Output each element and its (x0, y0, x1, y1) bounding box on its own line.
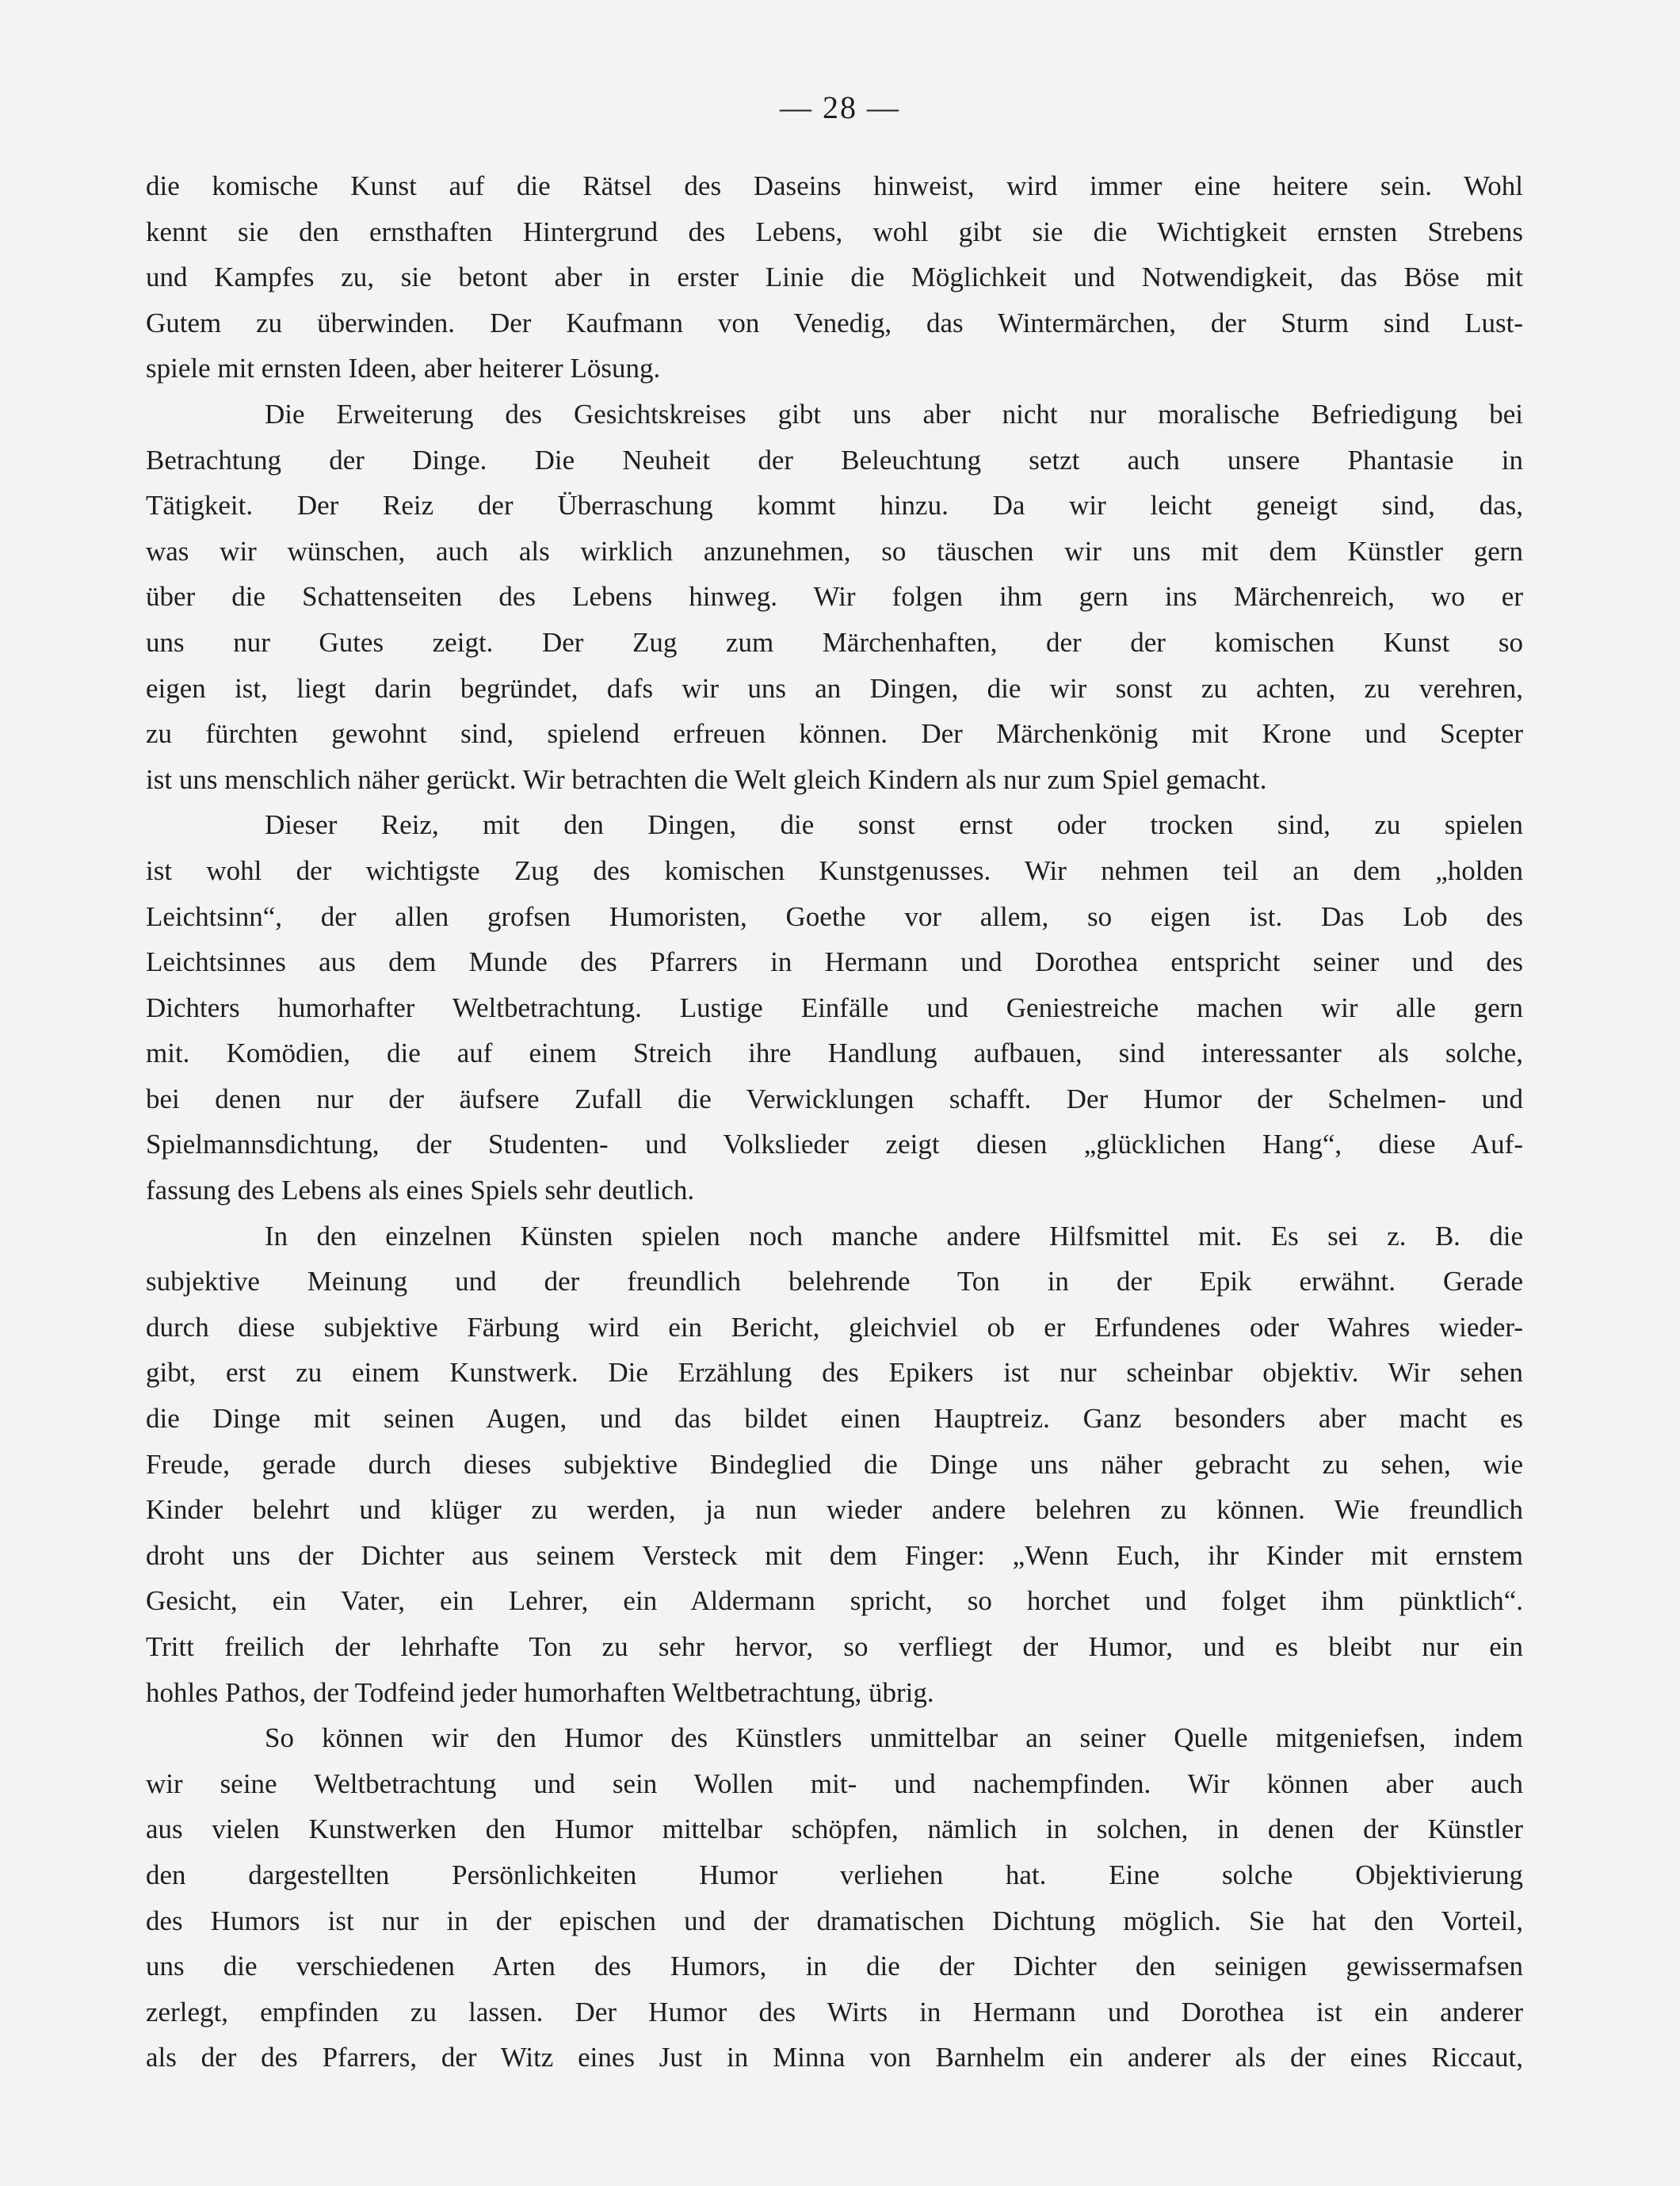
text-line: durch diese subjektive Färbung wird ein Bericht, gleichviel ob er Erfundenes oder Wahres wieder- (146, 1311, 1523, 1343)
text-line: Freude, gerade durch dieses subjektive Bindeglied die Dinge uns näher gebracht zu sehen, wie (146, 1448, 1523, 1480)
text-line: Die Erweiterung des Gesichtskreises gibt uns aber nicht nur moralische Befriedigung bei (265, 398, 1523, 430)
text-line: Betrachtung der Dinge. Die Neuheit der Beleuchtung setzt auch unsere Phantasie in (146, 444, 1523, 476)
text-line: mit. Komödien, die auf einem Streich ihre Handlung aufbauen, sind interessanter als solche, (146, 1038, 1523, 1069)
text-line: subjektive Meinung und der freundlich belehrende Ton in der Epik erwähnt. Gerade (146, 1266, 1523, 1297)
text-line: Dieser Reiz, mit den Dingen, die sonst ernst oder trocken sind, zu spielen (265, 809, 1523, 841)
text-line: was wir wünschen, auch als wirklich anzunehmen, so täuschen wir uns mit dem Künstler gern (146, 535, 1523, 567)
text-line: zerlegt, empfinden zu lassen. Der Humor des Wirts in Hermann und Dorothea ist ein anderer (146, 1996, 1523, 2027)
text-line: Gutem zu überwinden. Der Kaufmann von Venedig, das Wintermärchen, der Sturm sind Lust- (146, 307, 1523, 338)
text-line: die Dinge mit seinen Augen, und das bildet einen Hauptreiz. Ganz besonders aber macht es (146, 1403, 1523, 1435)
text-line: Spielmannsdichtung, der Studenten- und Volkslieder zeigt diesen „glücklichen Hang“, diese Auf- (146, 1129, 1523, 1160)
text-line: In den einzelnen Künsten spielen noch manche andere Hilfsmittel mit. Es sei z. B. die (265, 1220, 1523, 1252)
text-line: uns nur Gutes zeigt. Der Zug zum Märchenhaften, der der komischen Kunst so (146, 626, 1523, 658)
text-line: ist wohl der wichtigste Zug des komischen Kunstgenusses. Wir nehmen teil an dem „holden (146, 854, 1523, 886)
text-line: droht uns der Dichter aus seinem Versteck mit dem Finger: „Wenn Euch, ihr Kinder mit ernstem (146, 1539, 1523, 1571)
page-number: — 28 — (780, 90, 900, 125)
text-line: Leichtsinnes aus dem Munde des Pfarrers in Hermann und Dorothea entspricht seiner und des (146, 946, 1523, 978)
text-line: So können wir den Humor des Künstlers unmittelbar an seiner Quelle mitgeniefsen, indem (265, 1722, 1523, 1754)
text-line: uns die verschiedenen Arten des Humors, in die der Dichter den seinigen gewissermafsen (146, 1951, 1523, 1982)
text-line: hohles Pathos, der Todfeind jeder humorhaften Weltbetrachtung, übrig. (146, 1676, 934, 1708)
text-line: eigen ist, liegt darin begründet, dafs wir uns an Dingen, die wir sonst zu achten, zu verehren, (146, 672, 1523, 704)
text-line: des Humors ist nur in der epischen und der dramatischen Dichtung möglich. Sie hat den Vorteil, (146, 1905, 1523, 1936)
text-line: aus vielen Kunstwerken den Humor mittelbar schöpfen, nämlich in solchen, in denen der Künstler (146, 1813, 1523, 1845)
text-line: spiele mit ernsten Ideen, aber heiterer Lösung. (146, 353, 661, 384)
text-line: Gesicht, ein Vater, ein Lehrer, ein Aldermann spricht, so horchet und folget ihm pünktlich“. (146, 1585, 1523, 1617)
text-line: ist uns menschlich näher gerückt. Wir betrachten die Welt gleich Kindern als nur zum Spiel gemacht. (146, 763, 1267, 795)
text-line: zu fürchten gewohnt sind, spielend erfreuen können. Der Märchenkönig mit Krone und Scepter (146, 718, 1523, 750)
text-line: fassung des Lebens als eines Spiels sehr deutlich. (146, 1175, 695, 1206)
text-line: über die Schattenseiten des Lebens hinweg. Wir folgen ihm gern ins Märchenreich, wo er (146, 581, 1523, 613)
text-line: Kinder belehrt und klüger zu werden, ja nun wieder andere belehren zu können. Wie freundlich (146, 1494, 1523, 1526)
text-line: als der des Pfarrers, der Witz eines Just in Minna von Barnhelm ein anderer als der eines Riccaut, (146, 2042, 1523, 2073)
text-body (146, 163, 1523, 2081)
text-line: gibt, erst zu einem Kunstwerk. Die Erzählung des Epikers ist nur scheinbar objektiv. Wir sehen (146, 1357, 1523, 1389)
text-line: kennt sie den ernsthaften Hintergrund des Lebens, wohl gibt sie die Wichtigkeit ernsten Strebens (146, 216, 1523, 247)
text-line: Leichtsinn“, der allen grofsen Humoristen, Goethe vor allem, so eigen ist. Das Lob des (146, 900, 1523, 932)
text-line: Tätigkeit. Der Reiz der Überraschung kommt hinzu. Da wir leicht geneigt sind, das, (146, 490, 1523, 522)
text-line: die komische Kunst auf die Rätsel des Daseins hinweist, wird immer eine heitere sein. Wohl (146, 170, 1523, 201)
text-line: wir seine Weltbetrachtung und sein Wollen mit- und nachempfinden. Wir können aber auch (146, 1768, 1523, 1799)
text-line: Tritt freilich der lehrhafte Ton zu sehr hervor, so verfliegt der Humor, und es bleibt nur ein (146, 1631, 1523, 1662)
text-line: den dargestellten Persönlichkeiten Humor verliehen hat. Eine solche Objektivierung (146, 1859, 1523, 1890)
text-line: bei denen nur der äufsere Zufall die Verwicklungen schafft. Der Humor der Schelmen- und (146, 1083, 1523, 1114)
text-line: und Kampfes zu, sie betont aber in erster Linie die Möglichkeit und Notwendigkeit, das Böse mit (146, 262, 1523, 293)
text-line: Dichters humorhafter Weltbetrachtung. Lustige Einfälle und Geniestreiche machen wir alle gern (146, 992, 1523, 1023)
